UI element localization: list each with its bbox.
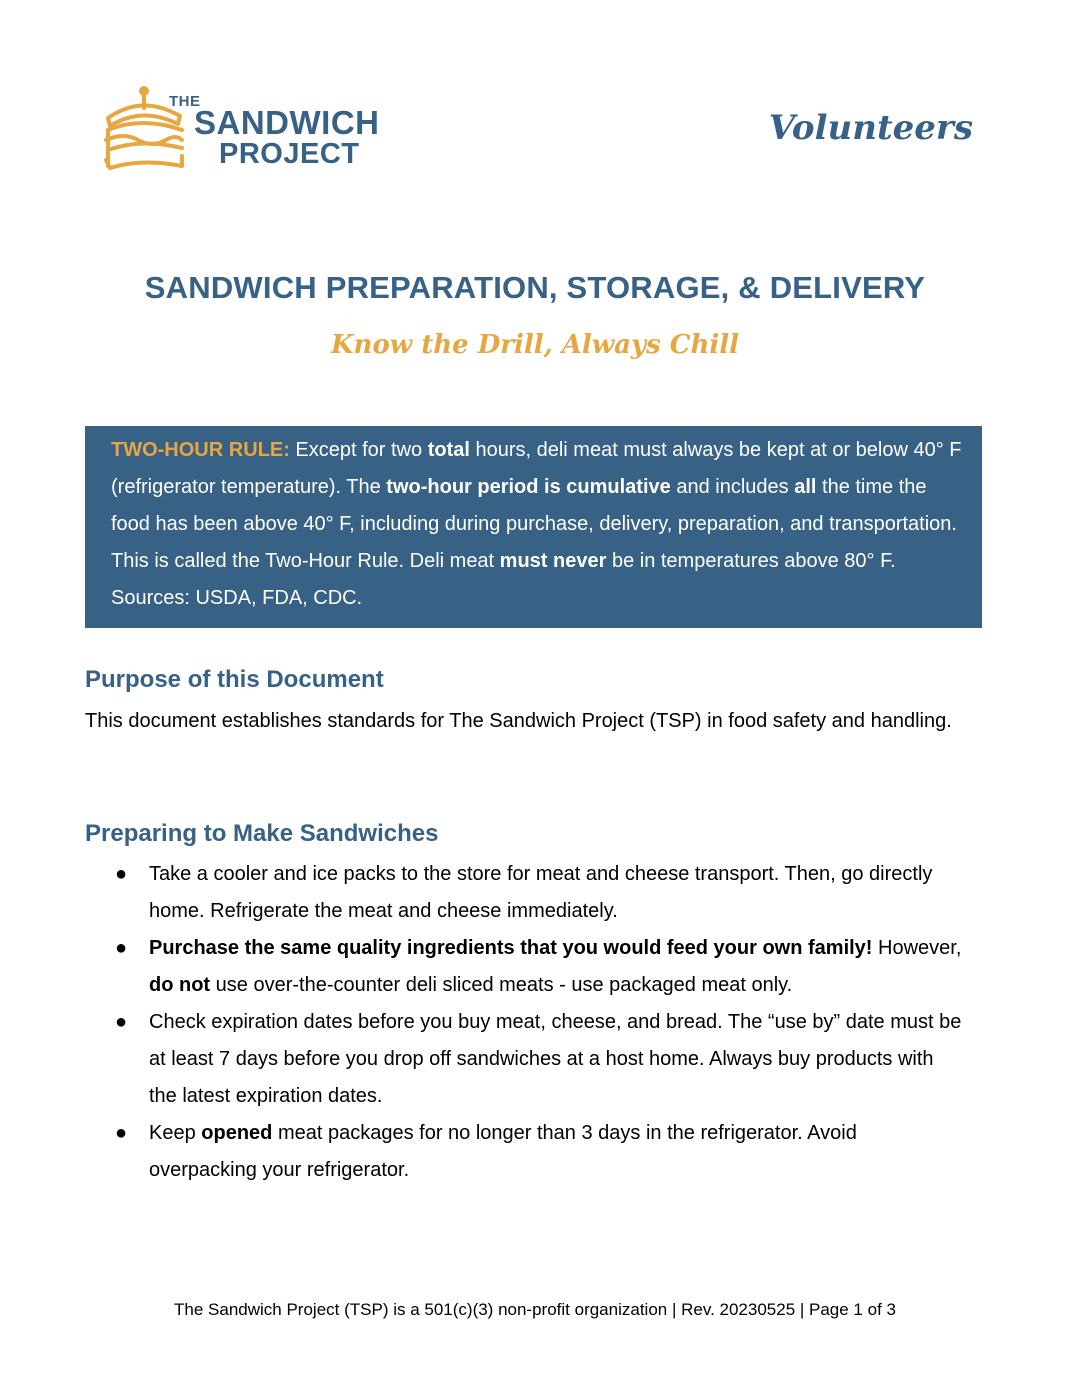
- logo-text-project: PROJECT: [219, 138, 360, 170]
- bullet-icon: ●: [115, 937, 128, 959]
- rule-text: be in temperatures above 80° F. Sources: USDA, FDA, CDC.: [111, 550, 896, 609]
- list-item: [85, 1004, 965, 1115]
- list-item-text: Check expiration dates before you buy meat, cheese, and bread. The “use by” date must be at least 7 days before you drop off sandwiches at a host home. Always buy products with the latest expiration dates.: [149, 1011, 962, 1107]
- two-hour-rule-box: [85, 426, 982, 628]
- purpose-body: This document establishes standards for The Sandwich Project (TSP) in food safety and handling.: [85, 710, 952, 732]
- logo-text-sandwich: SANDWICH: [194, 104, 380, 141]
- logo-text-the: THE: [169, 93, 201, 110]
- preparing-heading: Preparing to Make Sandwiches: [85, 820, 439, 847]
- rule-emphasis: total: [427, 439, 470, 461]
- bullet-icon: ●: [115, 1011, 128, 1033]
- page-footer: The Sandwich Project (TSP) is a 501(c)(3) non-profit organization | Rev. 20230525 | Page 1 of 3: [174, 1300, 896, 1319]
- list-item-emphasis: do not: [149, 974, 211, 996]
- list-item-emphasis: Purchase the same quality ingredients that you would feed your own family!: [149, 937, 873, 959]
- rule-emphasis: all: [794, 476, 817, 498]
- list-item-text: meat packages for no longer than 3 days in the refrigerator. Avoid overpacking your refrigerator.: [149, 1122, 857, 1181]
- rule-emphasis: two-hour period is cumulative: [386, 476, 671, 498]
- list-item-text: use over-the-counter deli sliced meats - use packaged meat only.: [210, 974, 793, 996]
- rule-text: the time the food has been above 40° F, including during purchase, delivery, preparation, and transportation. This is called the Two-Hour Rule. Deli meat: [111, 476, 957, 572]
- rule-text: Except for two: [289, 439, 428, 461]
- rule-label: TWO-HOUR RULE:: [111, 439, 290, 461]
- list-item-text: Keep: [149, 1122, 202, 1144]
- document-title: SANDWICH PREPARATION, STORAGE, & DELIVERY: [144, 270, 926, 305]
- list-item-text: Take a cooler and ice packs to the store for meat and cheese transport. Then, go directly home. Refrigerate the meat and cheese immediately.: [149, 863, 933, 922]
- audience-label: Volunteers: [768, 108, 973, 148]
- rule-text: hours, deli meat must always be kept at or below 40° F (refrigerator temperature). The: [111, 439, 962, 498]
- list-item: [85, 930, 965, 1004]
- bullet-icon: ●: [115, 1122, 128, 1144]
- purpose-heading: Purpose of this Document: [85, 666, 384, 693]
- rule-emphasis: must never: [499, 550, 607, 572]
- list-item: [85, 856, 965, 930]
- document-subtitle: Know the Drill, Always Chill: [330, 330, 740, 360]
- list-item: [85, 1115, 965, 1189]
- rule-text: and includes: [670, 476, 795, 498]
- list-item-text: However,: [872, 937, 962, 959]
- list-item-emphasis: opened: [201, 1122, 273, 1144]
- preparing-list: [85, 856, 965, 1189]
- bullet-icon: ●: [115, 863, 128, 885]
